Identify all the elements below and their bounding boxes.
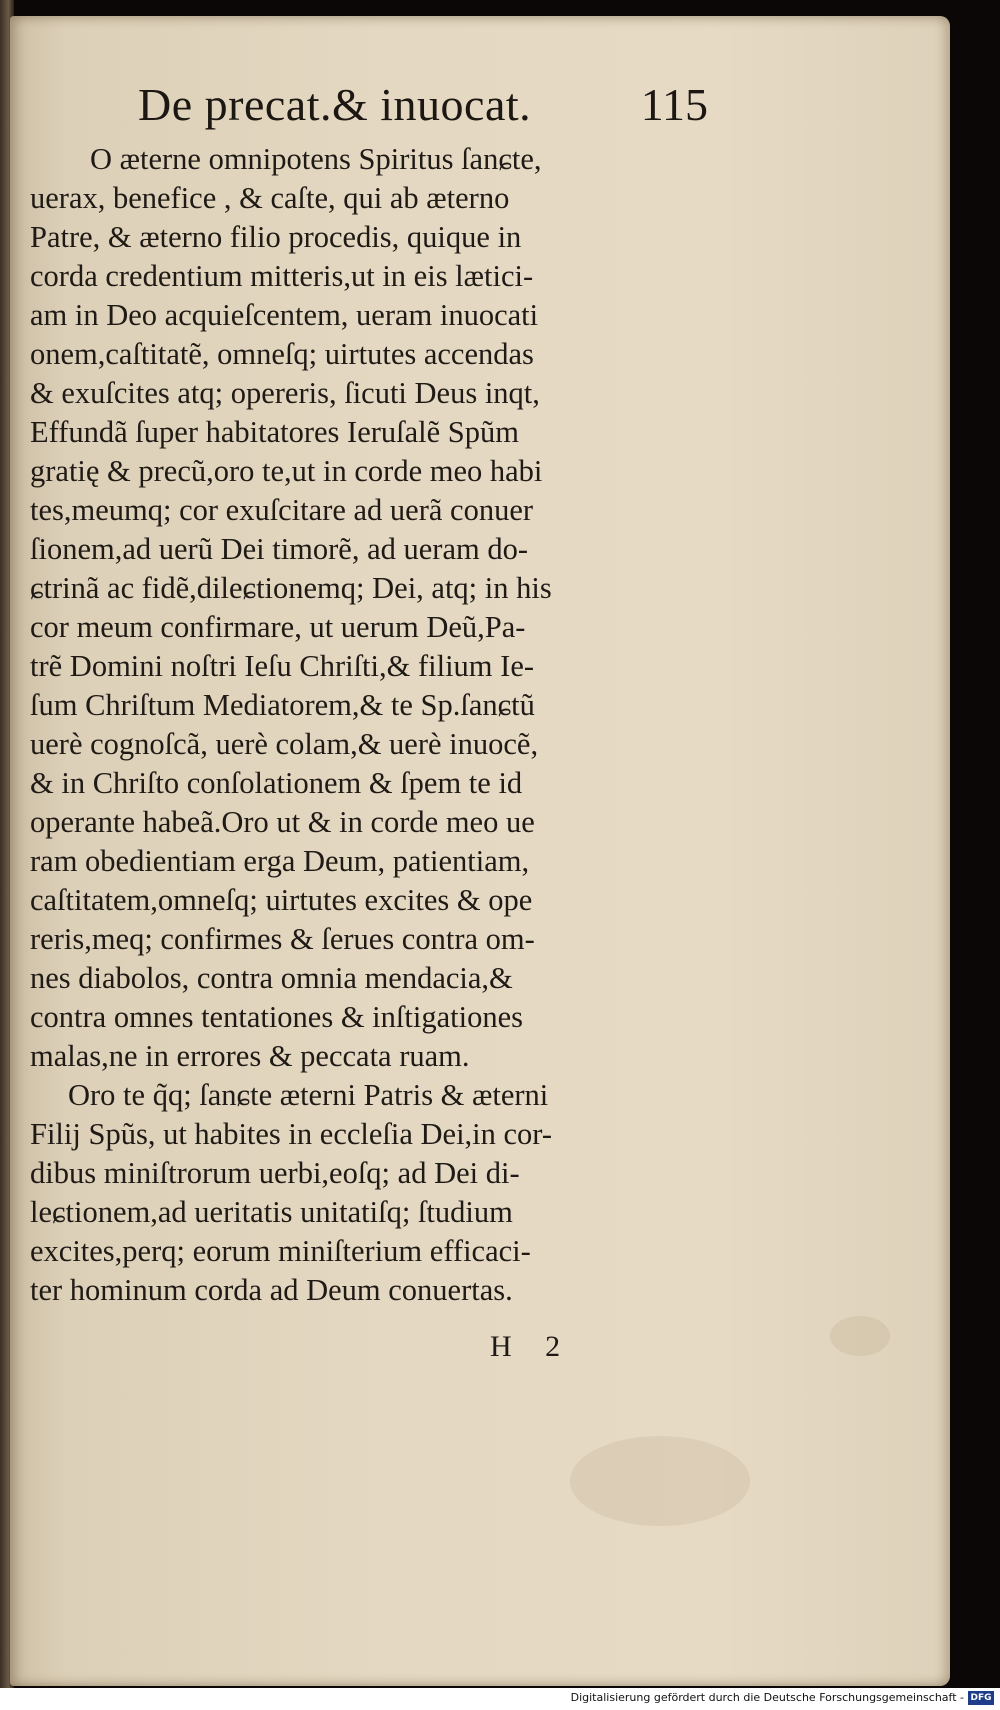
text-line: Oro te q̃q; ſanɕte æterni Patris & æterni (68, 1078, 549, 1112)
page-header (138, 78, 708, 138)
text-line: excites,perq; eorum miniſterium efficaci- (30, 1234, 531, 1268)
text-line: contra omnes tentationes & inſtigationes (30, 1000, 523, 1034)
text-line: Patre, & æterno filio procedis, quique in (30, 220, 522, 254)
text-line: leɕtionem,ad ueritatis unitatiſq; ſtudium (30, 1195, 513, 1229)
text-line: corda credentium mitteris,ut in eis lætici- (30, 259, 534, 293)
text-line: malas,ne in errores & peccata ruam. (30, 1039, 470, 1073)
text-line: tes,meumq; cor exuſcitare ad uerã conuer (30, 493, 534, 527)
text-line: reris,meq; confirmes & ſerues contra om- (30, 922, 535, 956)
text-line: nes diabolos, contra omnia mendacia,& (30, 961, 513, 995)
text-line: & in Chriſto conſolationem & ſpem te id (30, 766, 523, 800)
text-line: ſum Chriſtum Mediatorem,& te Sp.ſanɕtũ (30, 688, 535, 722)
paper-stain (570, 1436, 750, 1526)
text-line: Filij Spũs, ut habites in eccleſia Dei,in cor- (30, 1117, 553, 1151)
text-line: am in Deo acquieſcentem, ueram inuocati (30, 298, 539, 332)
dfg-logo-icon: DFG (968, 1691, 994, 1705)
text-line: Effundã ſuper habitatores Ieruſalẽ Spũm (30, 415, 519, 449)
paper-stain (830, 1316, 890, 1356)
digitization-footer (0, 1688, 1000, 1710)
page-number: 115 (640, 79, 708, 130)
text-line: ɕtrinã ac fidẽ,dileɕtionemq; Dei, atq; in his (30, 571, 552, 605)
text-line: & exuſcites atq; opereris, ſicuti Deus inqt, (30, 376, 540, 410)
text-line: operante habeã.Oro ut & in corde meo ue (30, 805, 535, 839)
running-title: De precat.& inuocat. (138, 79, 532, 130)
text-line: uerè cognoſcã, uerè colam,& uerè inuocẽ, (30, 727, 539, 761)
body-text (30, 140, 700, 1310)
text-line: cor meum confirmare, ut uerum Deũ,Pa- (30, 610, 526, 644)
text-line: ſionem,ad uerũ Dei timorẽ, ad ueram do- (30, 532, 528, 566)
text-line: dibus miniſtrorum uerbi,eoſq; ad Dei di- (30, 1156, 520, 1190)
text-line: onem,caſtitatẽ, omneſq; uirtutes accendas (30, 337, 534, 371)
text-line: O æterne omnipotens Spiritus ſanɕte, (90, 142, 542, 176)
text-line: caſtitatem,omneſq; uirtutes excites & ope (30, 883, 533, 917)
text-line: ter hominum corda ad Deum conuertas. (30, 1273, 513, 1307)
text-line: uerax, benefice , & caſte, qui ab æterno (30, 181, 510, 215)
text-line: gratię & precũ,oro te,ut in corde meo habi (30, 454, 543, 488)
signature-mark: H 2 (490, 1330, 561, 1363)
funding-credit: Digitalisierung gefördert durch die Deutsche Forschungsgemeinschaft - (570, 1691, 964, 1704)
text-line: trẽ Domini noſtri Ieſu Chriſti,& filium Ie- (30, 649, 535, 683)
text-line: ram obedientiam erga Deum, patientiam, (30, 844, 530, 878)
